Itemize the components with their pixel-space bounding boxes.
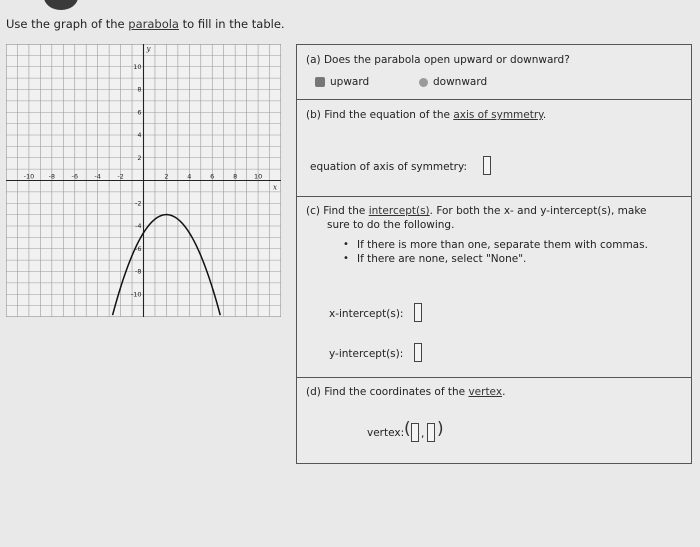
instruction-text: Use the graph of the parabola to fill in the table. — [6, 17, 285, 31]
y-axis-label: y — [146, 44, 151, 53]
parabola-link[interactable]: parabola — [128, 17, 179, 31]
upward-label[interactable]: upward — [330, 76, 370, 88]
part-c-cell — [297, 197, 691, 378]
y-intercepts-input[interactable] — [414, 343, 422, 362]
y-tick-label: -4 — [135, 222, 142, 230]
part-c-question-line2: sure to do the following. — [327, 219, 455, 231]
y-tick-label: 4 — [137, 131, 142, 139]
vertex-close-paren: ) — [437, 419, 444, 439]
downward-label[interactable]: downward — [433, 76, 488, 88]
y-tick-label: 10 — [133, 62, 142, 71]
y-tick-label: -2 — [135, 199, 142, 208]
vertex-y-input[interactable] — [427, 423, 435, 442]
instruction-bullet-2: If there are none, select "None". — [357, 253, 527, 265]
y-intercepts-label: y-intercept(s): — [329, 348, 404, 360]
part-d-cell — [297, 378, 691, 465]
vertex-open-paren: ( — [404, 419, 411, 439]
part-b-cell — [297, 100, 691, 197]
upward-radio[interactable] — [315, 77, 325, 87]
downward-radio[interactable] — [419, 78, 428, 87]
x-tick-label: 6 — [210, 172, 215, 181]
x-intercepts-input[interactable] — [414, 303, 422, 322]
y-tick-label: -10 — [130, 290, 142, 299]
x-tick-label: -2 — [117, 172, 124, 181]
y-tick-label: -6 — [135, 244, 142, 253]
bullet-icon: • — [343, 239, 349, 250]
x-tick-label: 8 — [233, 172, 238, 181]
part-a-cell — [297, 45, 691, 100]
vertex-comma: , — [421, 428, 425, 440]
x-tick-label: -10 — [23, 172, 35, 181]
part-b-question: (b) Find the equation of the axis of symmetry. — [306, 109, 547, 121]
part-c-question: (c) Find the intercept(s). For both the x- and y-intercept(s), make — [306, 205, 647, 217]
x-tick-label: -6 — [71, 172, 78, 181]
answer-table — [296, 44, 692, 464]
part-d-question: (d) Find the coordinates of the vertex. — [306, 386, 506, 398]
intercepts-link[interactable]: intercept(s) — [368, 205, 430, 217]
part-a-question: (a) Does the parabola open upward or downward? — [306, 54, 570, 66]
axis-of-symmetry-link[interactable]: axis of symmetry — [453, 109, 543, 121]
axis-of-symmetry-input[interactable] — [483, 156, 491, 175]
y-tick-label: -8 — [135, 267, 142, 276]
x-axis-label: x — [272, 183, 277, 192]
y-tick-label: 8 — [137, 85, 142, 94]
y-tick-label: 6 — [137, 108, 142, 117]
x-tick-label: -4 — [94, 172, 101, 181]
bullet-icon: • — [343, 253, 349, 264]
y-tick-label: 2 — [137, 153, 142, 162]
axis-of-symmetry-label: equation of axis of symmetry: — [310, 161, 467, 173]
x-tick-label: 2 — [164, 172, 169, 181]
x-tick-label: 4 — [187, 172, 192, 181]
parabola-graph — [6, 44, 281, 317]
vertex-link[interactable]: vertex — [468, 386, 503, 398]
instruction-bullet-1: If there is more than one, separate them with commas. — [357, 239, 648, 251]
x-tick-label: 10 — [253, 172, 263, 181]
x-tick-label: -8 — [48, 172, 56, 181]
vertex-label: vertex: — [367, 427, 405, 439]
vertex-x-input[interactable] — [411, 423, 419, 442]
x-intercepts-label: x-intercept(s): — [329, 308, 404, 320]
top-edge-shadow — [44, 0, 78, 10]
